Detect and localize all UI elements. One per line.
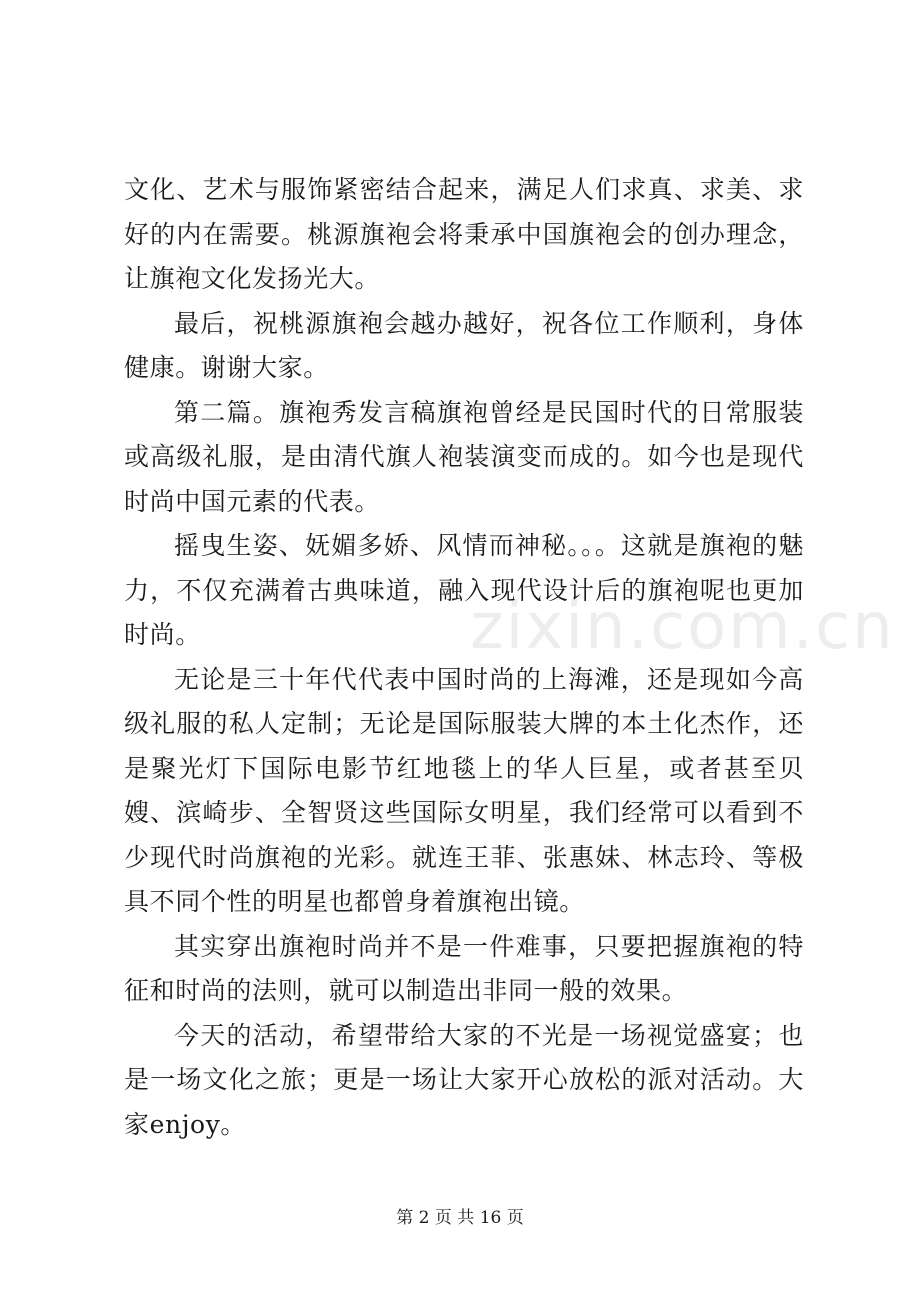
paragraph: 今天的活动，希望带给大家的不光是一场视觉盛宴；也是一场文化之旅；更是一场让大家开心放松的派对活动。大家enjoy。 — [124, 1020, 804, 1139]
paragraph: 最后，祝桃源旗袍会越办越好，祝各位工作顺利，身体健康。谢谢大家。 — [124, 308, 804, 382]
paragraph-continued: 文化、艺术与服饰紧密结合起来，满足人们求真、求美、求好的内在需要。桃源旗袍会将秉承中国旗袍会的创办理念，让旗袍文化发扬光大。 — [124, 175, 804, 293]
page-footer: 第 2 页 共 16 页 — [396, 1208, 524, 1228]
watermark: zixin.com.cn — [470, 590, 895, 664]
paragraph: 无论是三十年代代表中国时尚的上海滩，还是现如今高级礼服的私人定制；无论是国际服装大牌的本土化杰作，还是聚光灯下国际电影节红地毯上的华人巨星，或者甚至贝嫂、滨崎步、全智贤这些国际女明星，我们经常可以看到不少现代时尚旗袍的光彩。就连王菲、张惠妹、林志玲、等极具不同个性的明星也都曾身着旗袍出镜。 — [124, 664, 804, 916]
paragraph: 摇曳生姿、妩媚多娇、风情而神秘。。。这就是旗袍的魅力，不仅充满着古典味道，融入现代设计后的旗袍呢也更加时尚。 — [124, 531, 804, 649]
paragraph: 其实穿出旗袍时尚并不是一件难事，只要把握旗袍的特征和时尚的法则，就可以制造出非同一般的效果。 — [124, 931, 804, 1005]
document-body — [124, 168, 804, 1147]
paragraph: 第二篇。旗袍秀发言稿旗袍曾经是民国时代的日常服装或高级礼服，是由清代旗人袍装演变而成的。如今也是现代时尚中国元素的代表。 — [124, 397, 804, 516]
